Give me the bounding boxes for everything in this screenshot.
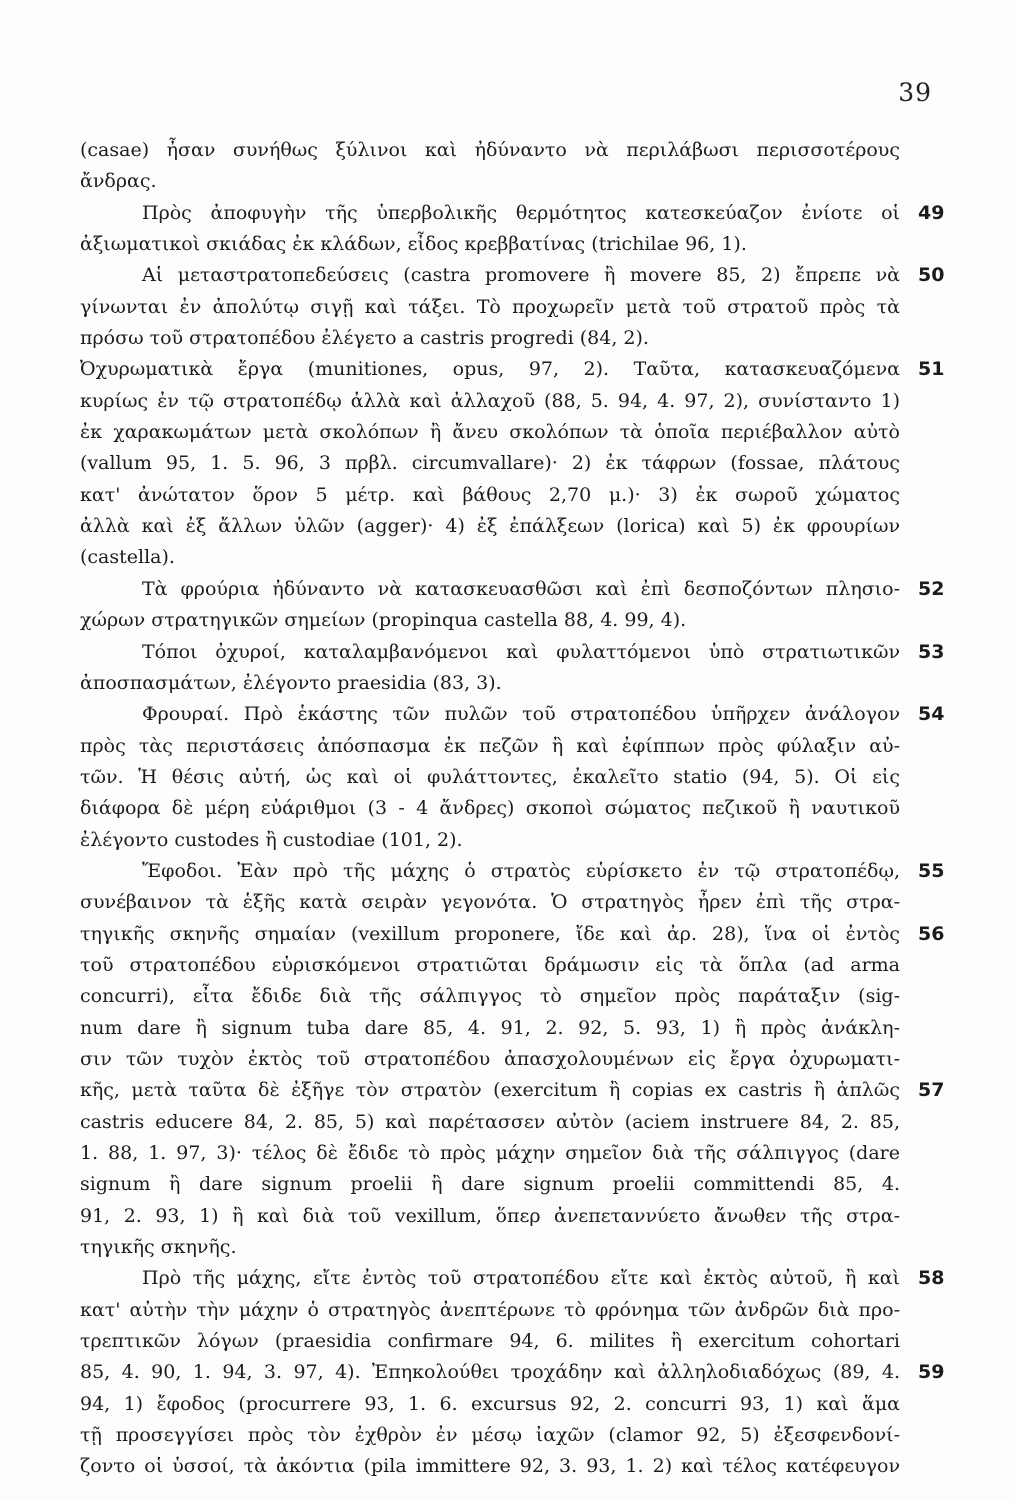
line-text: σιν τῶν τυχὸν ἐκτὸς τοῦ στρατοπέδου ἀπασχολουμένων εἰς ἔργα ὀχυρωματι- [80, 1047, 900, 1070]
text-line [80, 605, 900, 636]
page-number: 39 [898, 78, 932, 107]
text-line [80, 637, 945, 668]
margin-paragraph-number: 57 [918, 1079, 945, 1102]
text-line [80, 1451, 900, 1482]
line-text: concurri), εἶτα ἔδιδε διὰ τῆς σάλπιγγος τὸ σημεῖον πρὸς παράταξιν (sig- [80, 985, 900, 1008]
text-line [80, 448, 900, 479]
line-text: τοῦ στρατοπέδου εὑρισκόμενοι στρατιῶται δράμωσιν εἰς τὰ ὅπλα (ad arma [80, 953, 900, 976]
margin-paragraph-number: 59 [918, 1361, 945, 1384]
text-line [80, 542, 900, 573]
line-text: πρόσω τοῦ στρατοπέδου ἐλέγετο a castris progredi (84, 2). [80, 327, 649, 350]
text-line [80, 574, 945, 605]
margin-paragraph-number: 52 [918, 577, 945, 600]
line-text: Τόποι ὀχυροί, καταλαμβανόμενοι καὶ φυλαττόμενοι ὑπὸ στρατιωτικῶν [142, 640, 900, 663]
text-line [80, 1295, 900, 1326]
line-text: Πρὸ τῆς μάχης, εἴτε ἐντὸς τοῦ στρατοπέδου εἴτε καὶ ἐκτὸς αὐτοῦ, ἢ καὶ [142, 1267, 900, 1290]
line-text: ἄνδρας. [80, 170, 157, 193]
text-line [80, 1389, 900, 1420]
line-text: ἀλλὰ καὶ ἐξ ἄλλων ὑλῶν (agger)· 4) ἐξ ἐπάλξεων (lorica) καὶ 5) ἐκ φρουρίων [80, 515, 900, 538]
margin-paragraph-number: 49 [918, 201, 945, 224]
text-line [80, 1420, 900, 1451]
text-line [80, 668, 900, 699]
text-line [80, 1138, 900, 1169]
line-text: κατ' ἀνώτατον ὅρον 5 μέτρ. καὶ βάθους 2,70 μ.)· 3) ἐκ σωροῦ χώματος [80, 483, 900, 506]
text-line [80, 1075, 945, 1106]
text-line [80, 699, 945, 730]
line-text: γίνωνται ἐν ἀπολύτῳ σιγῇ καὶ τάξει. Τὸ προχωρεῖν μετὰ τοῦ στρατοῦ πρὸς τὰ [80, 295, 900, 318]
margin-paragraph-number: 53 [918, 640, 945, 663]
text-line [80, 762, 900, 793]
text-line [80, 1013, 900, 1044]
text-line [80, 386, 900, 417]
line-text: χώρων στρατηγικῶν σημείων (propinqua castella 88, 4. 99, 4). [80, 609, 687, 632]
line-text: κυρίως ἐν τῷ στρατοπέδῳ ἀλλὰ καὶ ἀλλαχοῦ (88, 5. 94, 4. 97, 2), συνίσταντο 1) [80, 389, 900, 412]
text-line [80, 260, 945, 291]
line-text: (castella). [80, 546, 175, 569]
line-text: 1. 88, 1. 97, 3)· τέλος δὲ ἔδιδε τὸ πρὸς μάχην σημεῖον διὰ τῆς σάλπιγγος (dare [80, 1142, 900, 1164]
text-line [80, 480, 900, 511]
margin-paragraph-number: 51 [918, 358, 945, 381]
line-text: τηγικῆς σκηνῆς. [80, 1236, 237, 1259]
line-text: διάφορα δὲ μέρη εὐάριθμοι (3 - 4 ἄνδρες) σκοποὶ σώματος πεζικοῦ ἢ ναυτικοῦ [80, 797, 900, 820]
line-text: Τὰ φρούρια ἠδύναντο νὰ κατασκευασθῶσι καὶ ἐπὶ δεσποζόντων πλησιο- [142, 577, 900, 600]
margin-paragraph-number: 54 [918, 703, 945, 726]
line-text: τῇ προσεγγίσει πρὸς τὸν ἐχθρὸν ἐν μέσῳ ἰαχῶν (clamor 92, 5) ἐξεσφενδονί- [80, 1424, 900, 1447]
text-line [80, 981, 900, 1012]
line-text: τῶν. Ἡ θέσις αὐτή, ὡς καὶ οἱ φυλάττοντες, ἐκαλεῖτο statio (94, 5). Οἱ εἰς [80, 765, 900, 788]
margin-paragraph-number: 56 [918, 922, 945, 945]
text-line [80, 950, 900, 981]
line-text: τηγικῆς σκηνῆς σημαίαν (vexillum proponere, ἴδε καὶ ἀρ. 28), ἵνα οἱ ἐντὸς [80, 922, 900, 945]
text-line [80, 1232, 900, 1263]
text-line [80, 229, 900, 260]
line-text: signum ἢ dare signum proelii ἢ dare signum proelii committendi 85, 4. [80, 1173, 900, 1196]
text-line [80, 323, 900, 354]
line-text: κατ' αὐτὴν τὴν μάχην ὁ στρατηγὸς ἀνεπτέρωνε τὸ φρόνημα τῶν ἀνδρῶν διὰ προ- [80, 1298, 900, 1321]
line-text: ζοντο οἱ ὑσσοί, τὰ ἀκόντια (pila immittere 92, 3. 93, 1. 2) καὶ τέλος κατέφευγον [80, 1455, 900, 1478]
text-line [80, 292, 900, 323]
text-line [80, 1326, 900, 1357]
text-line [80, 198, 945, 229]
line-text: Ὀχυρωματικὰ ἔργα (munitiones, opus, 97, 2). Ταῦτα, κατασκευαζόμενα [80, 358, 900, 381]
text-line [80, 166, 900, 197]
text-line [80, 887, 900, 918]
text-line [80, 1107, 900, 1138]
line-text: 85, 4. 90, 1. 94, 3. 97, 4). Ἐπηκολούθει τροχάδην καὶ ἀλληλοδιαδόχως (89, 4. [80, 1361, 900, 1384]
line-text: κῆς, μετὰ ταῦτα δὲ ἐξῆγε τὸν στρατὸν (exercitum ἢ copias ex castris ἢ ἁπλῶς [80, 1079, 900, 1102]
line-text: castris educere 84, 2. 85, 5) καὶ παρέτασσεν αὐτὸν (aciem instruere 84, 2. 85, [80, 1110, 900, 1133]
line-text: num dare ἢ signum tuba dare 85, 4. 91, 2. 92, 5. 93, 1) ἢ πρὸς ἀνάκλη- [80, 1016, 900, 1039]
text-line [80, 1201, 900, 1232]
line-text: Πρὸς ἀποφυγὴν τῆς ὑπερβολικῆς θερμότητος κατεσκεύαζον ἐνίοτε οἱ [142, 201, 900, 224]
line-text: 91, 2. 93, 1) ἢ καὶ διὰ τοῦ vexillum, ὅπερ ἀνεπεταννύετο ἄνωθεν τῆς στρα- [80, 1204, 900, 1227]
text-line [80, 1169, 900, 1200]
margin-paragraph-number: 58 [918, 1267, 945, 1290]
text-line [80, 1357, 945, 1388]
text-line [80, 135, 900, 166]
line-text: ἐλέγοντο custodes ἢ custodiae (101, 2). [80, 828, 463, 851]
line-text: ἐκ χαρακωμάτων μετὰ σκολόπων ἢ ἄνευ σκολόπων τὰ ὁποῖα περιέβαλλον αὐτὸ [80, 421, 900, 444]
line-text: Αἱ μεταστρατοπεδεύσεις (castra promovere ἢ movere 85, 2) ἔπρεπε νὰ [142, 264, 900, 287]
line-text: Ἔφοδοι. Ἐὰν πρὸ τῆς μάχης ὁ στρατὸς εὑρίσκετο ἐν τῷ στρατοπέδῳ, [142, 859, 900, 882]
line-text: (casae) ἦσαν συνήθως ξύλινοι καὶ ἠδύναντο νὰ περιλάβωσι περισσοτέρους [80, 139, 900, 161]
text-line [80, 1044, 900, 1075]
text-line [80, 919, 945, 950]
text-line [80, 825, 900, 856]
line-text: ἀποσπασμάτων, ἐλέγοντο praesidia (83, 3). [80, 671, 502, 694]
line-text: (vallum 95, 1. 5. 96, 3 πρβλ. circumvallare)· 2) ἐκ τάφρων (fossae, πλάτους [80, 452, 900, 475]
text-line [80, 354, 945, 385]
text-line [80, 511, 900, 542]
line-text: τρεπτικῶν λόγων (praesidia confirmare 94, 6. milites ἢ exercitum cohortari [80, 1330, 900, 1353]
text-line [80, 731, 900, 762]
line-text: πρὸς τὰς περιστάσεις ἀπόσπασμα ἐκ πεζῶν ἢ καὶ ἐφίππων πρὸς φύλαξιν αὐ- [80, 734, 900, 757]
text-line [80, 856, 945, 887]
text-line [80, 793, 900, 824]
text-line [80, 1263, 945, 1294]
line-text: 94, 1) ἔφοδος (procurrere 93, 1. 6. excursus 92, 2. concurri 93, 1) καὶ ἅμα [80, 1392, 900, 1415]
line-text: Φρουραί. Πρὸ ἑκάστης τῶν πυλῶν τοῦ στρατοπέδου ὑπῆρχεν ἀνάλογον [142, 703, 900, 726]
line-text: συνέβαινον τὰ ἑξῆς κατὰ σειρὰν γεγονότα. Ὁ στρατηγὸς ἦρεν ἐπὶ τῆς στρα- [80, 891, 900, 914]
line-text: ἀξιωματικοὶ σκιάδας ἐκ κλάδων, εἶδος κρεββατίνας (trichilae 96, 1). [80, 233, 747, 256]
text-line [80, 417, 900, 448]
margin-paragraph-number: 55 [918, 859, 945, 882]
margin-paragraph-number: 50 [918, 264, 945, 287]
body-text [80, 135, 945, 1483]
